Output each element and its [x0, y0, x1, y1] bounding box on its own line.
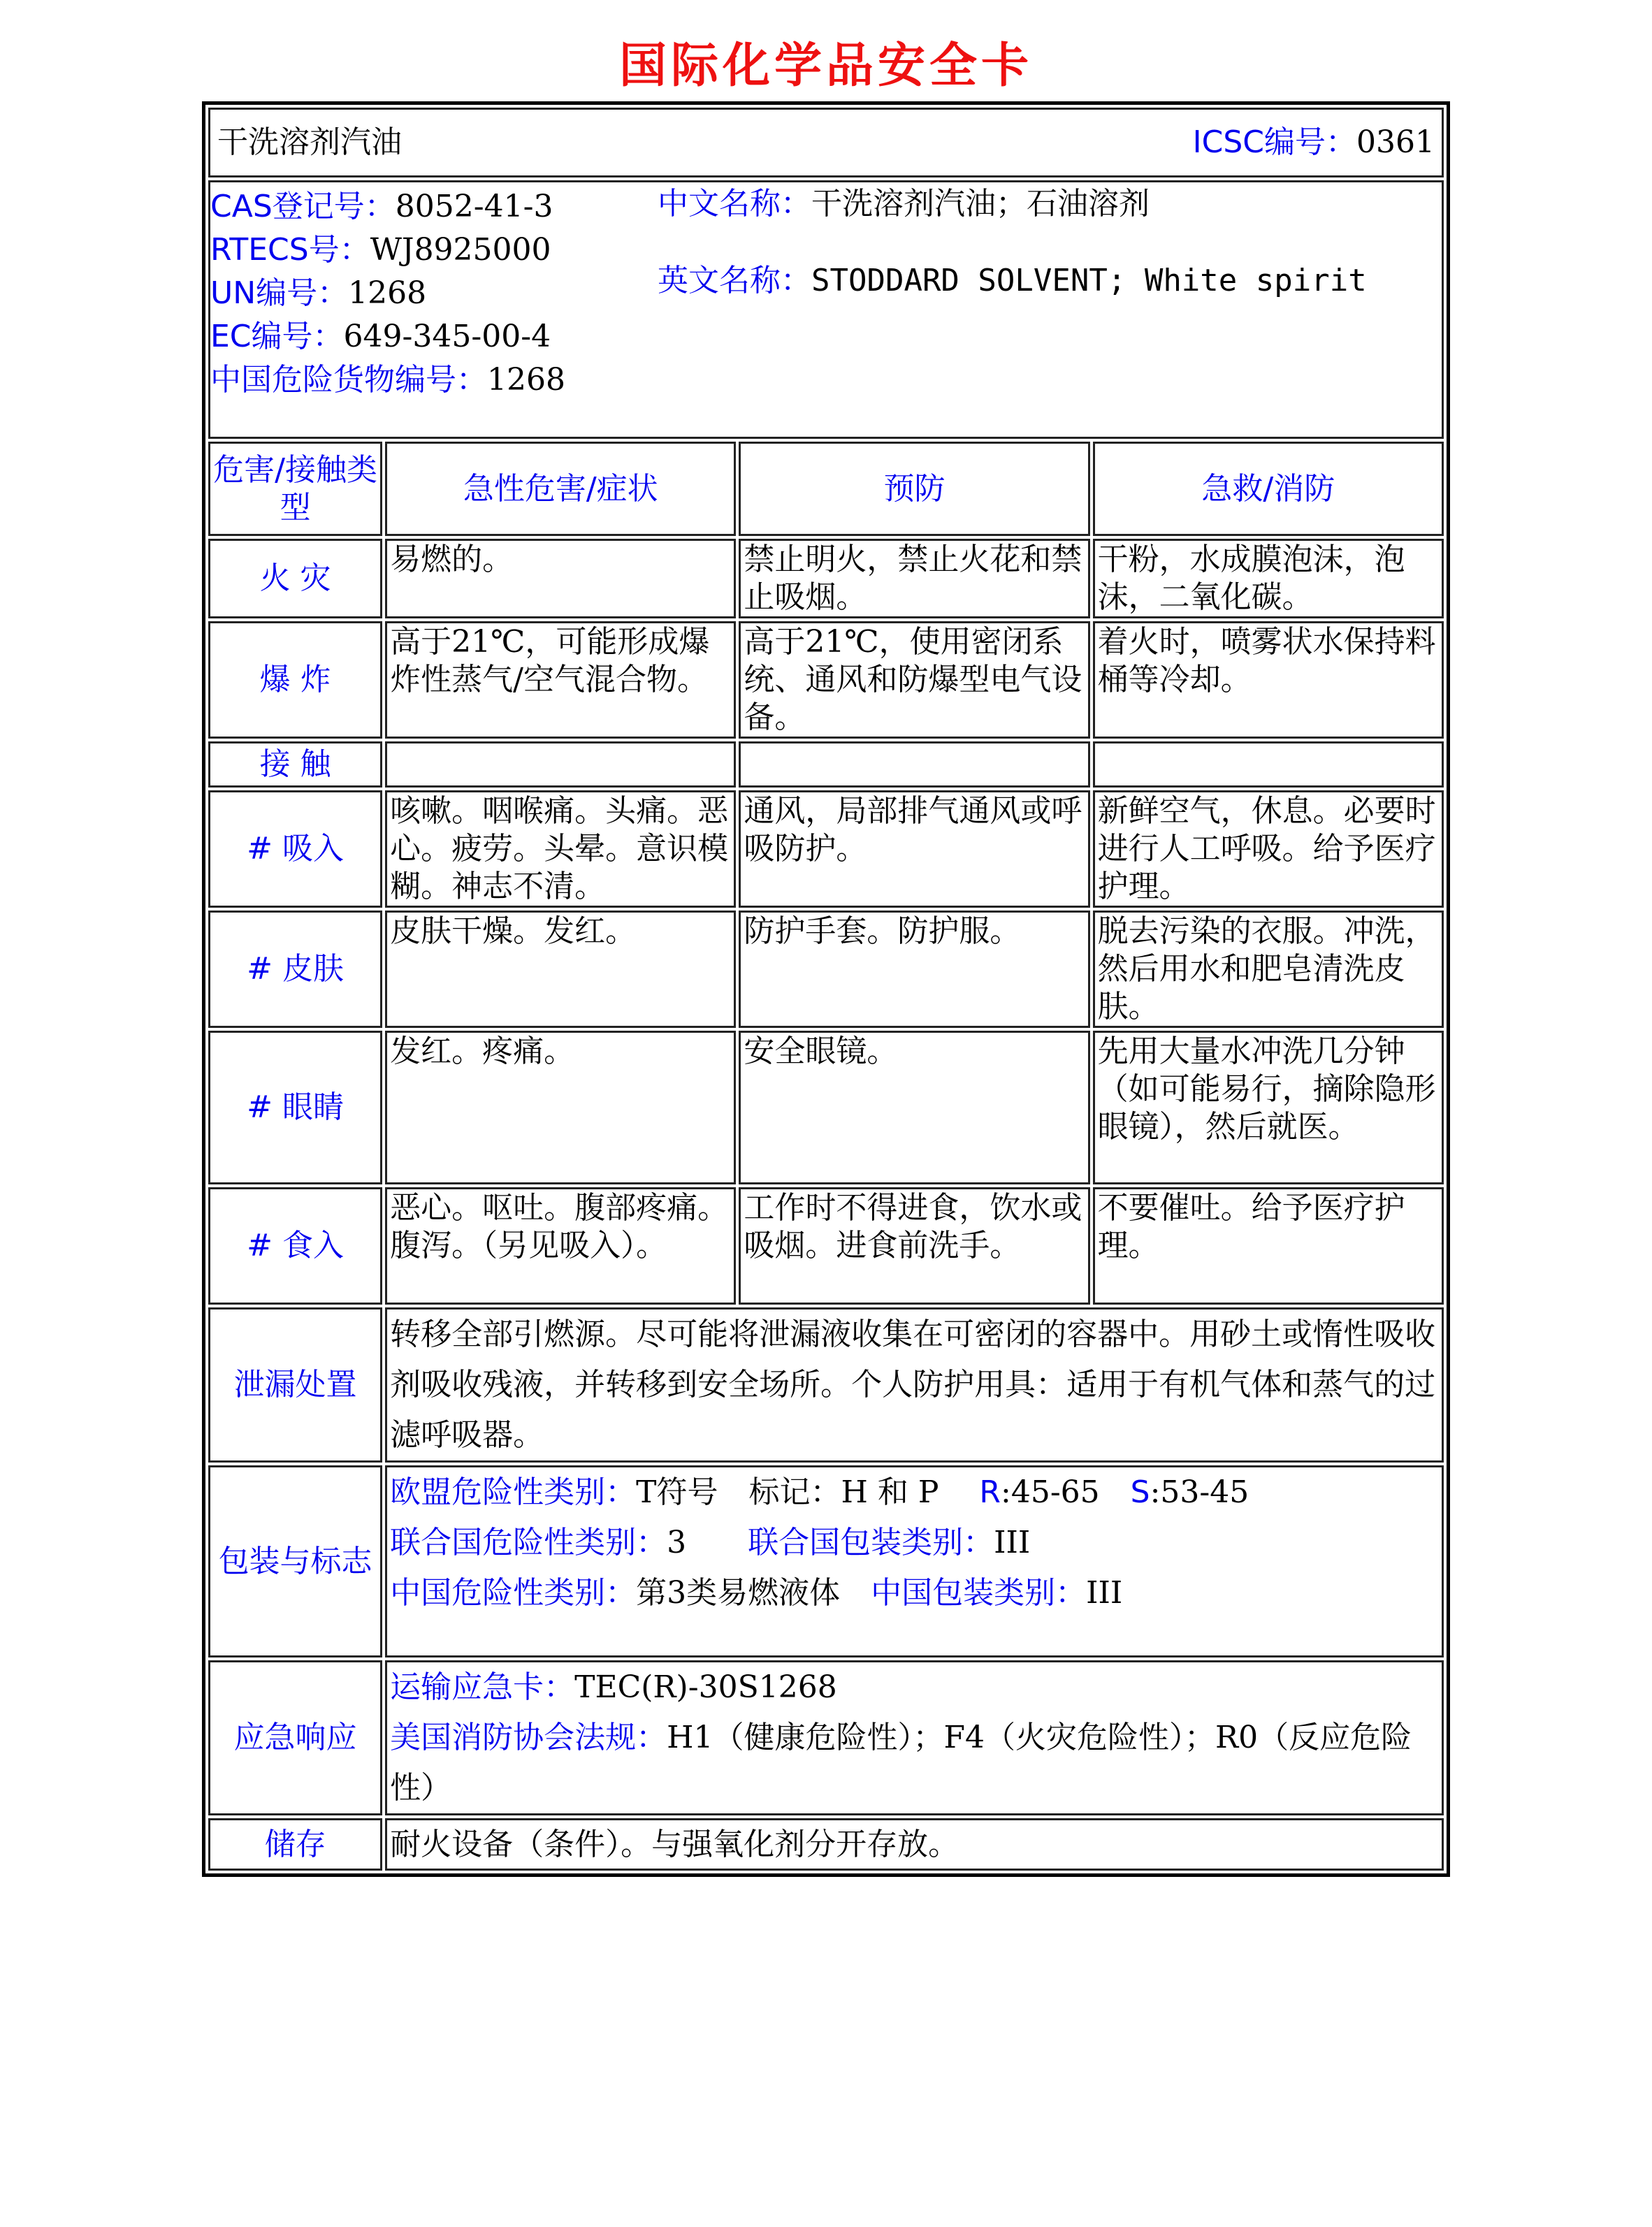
cn-value: 1268 [487, 362, 565, 398]
cn-label: 中国危险货物编号： [210, 362, 487, 398]
row-type: # 皮肤 [208, 911, 382, 1028]
cn-class-label: 中国危险性类别： [390, 1575, 637, 1611]
table-row [208, 790, 1444, 908]
col-header-prevention: 预防 [739, 442, 1089, 536]
page-title: 国际化学品安全卡 [618, 38, 1033, 94]
un-class-label: 联合国危险性类别： [390, 1525, 667, 1560]
table-row [208, 539, 1444, 618]
row-firstaid: 脱去污染的衣服。冲洗，然后用水和肥皂清洗皮肤。 [1093, 911, 1444, 1028]
cn-pack-value: III [1086, 1575, 1123, 1611]
row-prevention: 防护手套。防护服。 [739, 911, 1089, 1028]
emergency-row [208, 1660, 1444, 1815]
col-header-symptoms: 急性危害/症状 [385, 442, 736, 536]
un-value: 1268 [348, 275, 427, 311]
row-firstaid: 干粉，水成膜泡沫，泡沫，二氧化碳。 [1093, 539, 1444, 618]
emergency-label: 应急响应 [208, 1660, 382, 1815]
row-prevention [739, 741, 1089, 788]
row-type: 接 触 [208, 741, 382, 788]
column-headers [208, 442, 1444, 536]
nfpa-label: 美国消防协会法规： [390, 1720, 667, 1755]
s-label: S [1130, 1474, 1150, 1510]
transport-card-value: TEC(R)-30S1268 [574, 1669, 837, 1705]
transport-card-label: 运输应急卡： [390, 1669, 575, 1705]
row-symptoms: 恶心。呕吐。腹部疼痛。腹泻。（另见吸入）。 [385, 1187, 736, 1305]
zh-name-label: 中文名称： [658, 186, 811, 222]
row-type: # 眼睛 [208, 1031, 382, 1184]
row-firstaid: 着火时，喷雾状水保持料桶等冷却。 [1093, 621, 1444, 739]
r-label: R [979, 1474, 1001, 1510]
packaging-row [208, 1465, 1444, 1657]
spill-text: 转移全部引燃源。尽可能将泄漏液收集在可密闭的容器中。用砂土或惰性吸收剂吸收残液，并转移到安全场所。个人防护用具：适用于有机气体和蒸气的过滤呼吸器。 [385, 1307, 1444, 1463]
row-symptoms: 皮肤干燥。发红。 [385, 911, 736, 1028]
ec-label: EC编号： [210, 319, 344, 354]
safety-card [202, 101, 1450, 1877]
chemical-name: 干洗溶剂汽油 [217, 124, 402, 160]
table-row [208, 741, 1444, 788]
zh-name: 干洗溶剂汽油；石油溶剂 [811, 186, 1150, 222]
row-symptoms: 易燃的。 [385, 539, 736, 618]
col-header-type: 危害/接触类型 [208, 442, 382, 536]
icsc-number: 0361 [1356, 124, 1435, 160]
row-type: # 食入 [208, 1187, 382, 1305]
row-firstaid: 新鲜空气，休息。必要时进行人工呼吸。给予医疗护理。 [1093, 790, 1444, 908]
spill-label: 泄漏处置 [208, 1307, 382, 1463]
cn-pack-label: 中国包装类别： [871, 1575, 1087, 1611]
identifiers [208, 180, 1444, 439]
cn-class-value: 第3类易燃液体 [636, 1575, 841, 1611]
en-name: STODDARD SOLVENT; White spirit [811, 263, 1367, 298]
row-prevention: 工作时不得进食，饮水或吸烟。进食前洗手。 [739, 1187, 1089, 1305]
row-type: 爆 炸 [208, 621, 382, 739]
storage-label: 储存 [208, 1818, 382, 1871]
row-symptoms: 高于21℃，可能形成爆炸性蒸气/空气混合物。 [385, 621, 736, 739]
nfpa-value: H1（健康危险性）；F4（火灾危险性）；R0（反应危险性） [390, 1720, 1412, 1806]
un-class-value: 3 [667, 1525, 687, 1560]
row-firstaid: 不要催吐。给予医疗护理。 [1093, 1187, 1444, 1305]
card-table [205, 105, 1447, 1873]
header-row [208, 108, 1444, 177]
cas-value: 8052-41-3 [395, 189, 553, 224]
row-firstaid [1093, 741, 1444, 788]
row-prevention: 高于21℃，使用密闭系统、通风和防爆型电气设备。 [739, 621, 1089, 739]
row-symptoms [385, 741, 736, 788]
un-pack-value: III [994, 1525, 1031, 1560]
spill-row [208, 1307, 1444, 1463]
table-row [208, 911, 1444, 1028]
emergency-content [385, 1660, 1444, 1815]
cas-label: CAS登记号： [210, 189, 396, 224]
en-name-label: 英文名称： [658, 263, 811, 298]
storage-row [208, 1818, 1444, 1871]
row-prevention: 禁止明火，禁止火花和禁止吸烟。 [739, 539, 1089, 618]
row-prevention: 安全眼镜。 [739, 1031, 1089, 1184]
eu-class-value: T符号 标记：H 和 P [636, 1474, 939, 1510]
icsc-label: ICSC编号： [1192, 124, 1357, 160]
rtecs-label: RTECS号： [210, 232, 370, 268]
row-firstaid: 先用大量水冲洗几分钟（如可能易行，摘除隐形眼镜），然后就医。 [1093, 1031, 1444, 1184]
table-row [208, 1187, 1444, 1305]
row-prevention: 通风，局部排气通风或呼吸防护。 [739, 790, 1089, 908]
table-row [208, 621, 1444, 739]
ec-value: 649-345-00-4 [343, 319, 551, 354]
row-type: 火 灾 [208, 539, 382, 618]
s-value: :53-45 [1150, 1474, 1249, 1510]
r-value: :45-65 [1001, 1474, 1100, 1510]
storage-text: 耐火设备（条件）。与强氧化剂分开存放。 [385, 1818, 1444, 1871]
row-type: # 吸入 [208, 790, 382, 908]
row-symptoms: 咳嗽。咽喉痛。头痛。恶心。疲劳。头晕。意识模糊。神志不清。 [385, 790, 736, 908]
rtecs-value: WJ8925000 [370, 232, 551, 268]
un-label: UN编号： [210, 275, 349, 311]
packaging-label: 包装与标志 [208, 1465, 382, 1657]
eu-class-label: 欧盟危险性类别： [390, 1474, 637, 1510]
row-symptoms: 发红。疼痛。 [385, 1031, 736, 1184]
table-row [208, 1031, 1444, 1184]
col-header-firstaid: 急救/消防 [1093, 442, 1444, 536]
un-pack-label: 联合国包装类别： [748, 1525, 994, 1560]
packaging-content [385, 1465, 1444, 1657]
